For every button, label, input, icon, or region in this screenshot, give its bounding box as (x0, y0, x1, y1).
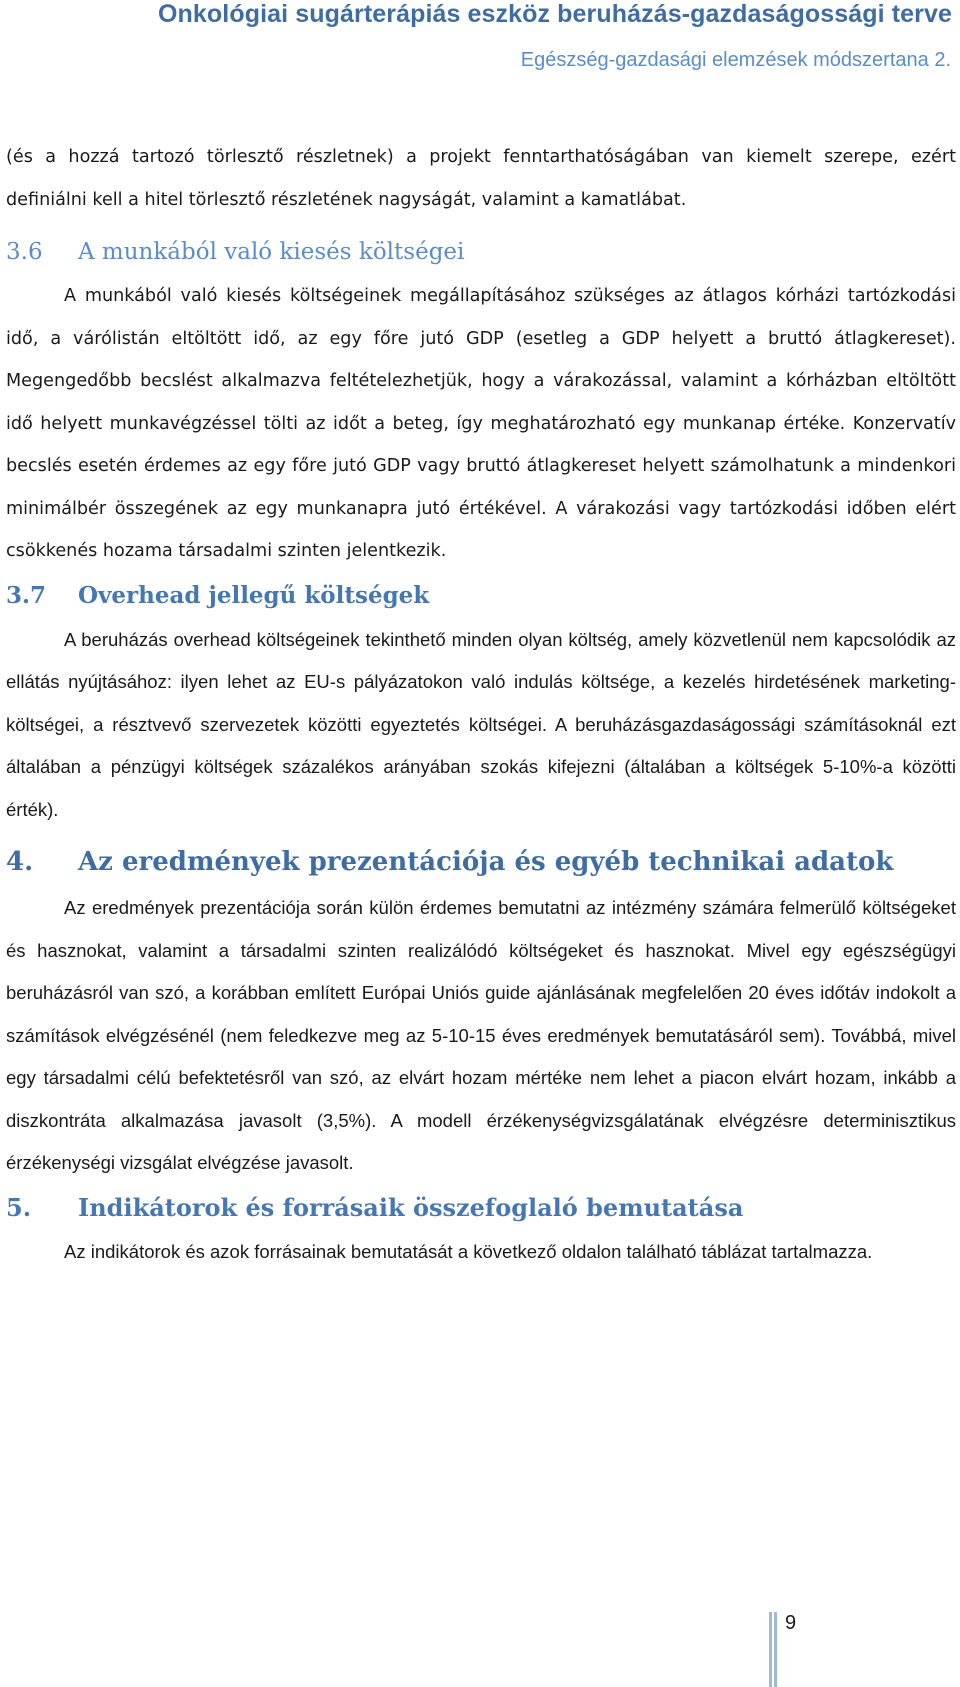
section-4-paragraph: Az eredmények prezentációja során külön érdemes bemutatni az intézmény számára felmerülő költségeket és hasznokat, valamint a társadalmi szinten realizálódó költségeket és hasznokat. Mivel egy egészségügyi beruházásról van szó, a korábban említett Európai Uniós guide ajánlásának megfelelően 20 éves időtáv indokolt a számítások elvégzésénél (nem feledkezve meg az 5-10-15 éves eredmények bemutatásáról sem). Továbbá, mivel egy társadalmi célú befektetésről van szó, az elvárt hozam mértéke nem lehet a piacon elvárt hozam, inkább a diszkontráta alkalmazása javasolt (3,5%). A modell érzékenységvizsgálatának elvégzésre determinisztikus érzékenységi vizsgálat elvégzése javasolt. (6, 897, 956, 1173)
section-3-6-paragraph: A munkából való kiesés költségeinek megállapításához szükséges az átlagos kórházi tartózkodási idő, a várólistán eltöltött idő, az egy főre jutó GDP (esetleg a GDP helyett a bruttó átlagkereset). Megengedőbb becslést alkalmazva feltételezhetjük, hogy a várakozással, valamint a kórházban eltöltött idő helyett munkavégzéssel tölti az időt a beteg, így meghatározható egy munkanap értéke. Konzervatív becslés esetén érdemes az egy főre jutó GDP vagy bruttó átlagkereset helyett számolhatunk a mindenkori minimálbér összegének az egy munkanapra jutó értékével. A várakozási vagy tartózkodási időben elért csökkenés hozama társadalmi szinten jelentkezik. (6, 286, 956, 561)
page-number: 9 (785, 1612, 797, 1634)
section-number: 4. (6, 847, 34, 877)
section-title: Az eredmények prezentációja és egyéb technikai adatok (78, 847, 894, 877)
section-number: 3.6 (6, 239, 43, 265)
footer-rule (769, 1612, 772, 1687)
footer-rule (774, 1612, 777, 1687)
section-5-paragraph: Az indikátorok és azok forrásainak bemutatását a következő oldalon található táblázat tartalmazza. (64, 1240, 873, 1262)
section-number: 3.7 (6, 581, 47, 609)
section-title: Indikátorok és forrásaik összefoglaló bemutatása (78, 1192, 744, 1222)
section-heading-5 (6, 1185, 956, 1231)
document-header-title: Onkológiai sugárterápiás eszköz beruházás-gazdaságossági terve (158, 0, 952, 28)
section-heading-4 (6, 838, 956, 887)
section-heading-3-7 (6, 573, 956, 619)
document-header-subtitle: Egészség-gazdasági elemzések módszertana 2. (520, 49, 951, 71)
intro-paragraph: (és a hozzá tartozó törlesztő részletnek) a projekt fenntarthatóságában van kiemelt szerepe, ezért definiálni kell a hitel törlesztő részletének nagyságát, valamint a kamatlábat. (6, 147, 956, 210)
section-title: Overhead jellegű költségek (78, 581, 430, 609)
section-number: 5. (6, 1192, 32, 1222)
section-3-7-paragraph: A beruházás overhead költségeinek tekinthető minden olyan költség, amely közvetlenül nem kapcsolódik az ellátás nyújtásához: ilyen lehet az EU-s pályázatokon való indulás költsége, a kezelés hirdetésének marketing-költségei, a résztvevő szervezetek közötti egyeztetés költségei. A beruházásgazdaságossági számításoknál ezt általában a pénzügyi költségek százalékos arányában szokás kifejezni (általában a költségek 5-10%-a közötti érték). (6, 628, 956, 820)
section-title: A munkából való kiesés költségei (78, 239, 465, 265)
page-body (6, 136, 956, 1273)
section-heading-3-6 (6, 229, 956, 275)
